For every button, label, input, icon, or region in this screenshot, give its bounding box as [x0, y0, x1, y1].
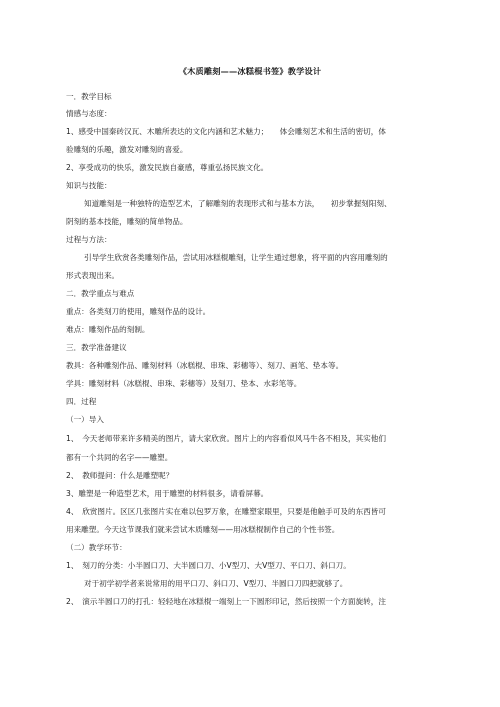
subheading-intro: （一）导入 [66, 415, 104, 424]
subheading-knowledge: 知识与技能： [66, 181, 112, 190]
subheading-teaching-steps: （二）教学环节： [66, 543, 127, 552]
paragraph-line: 引导学生欣赏各类雕刻作品，尝试用冰糕棍雕刻，让学生通过想象，将平面的内容用雕刻的 [84, 253, 388, 262]
paragraph-line: 验雕刻的乐趣，激发对雕刻的喜爱。 [66, 145, 188, 154]
section-heading-process: 四．过程 [66, 397, 97, 406]
paragraph-line: 难点：雕刻作品的刻制。 [66, 325, 150, 334]
paragraph-line: 2、享受成功的快乐，激发民族自豪感，尊重弘扬民族文化。 [66, 163, 269, 172]
paragraph-line: 知道雕刻是一种独特的造型艺术，了解雕刻的表现形式和与基本方法， 初步掌握刻阳刻、 [84, 199, 392, 208]
paragraph-line: 1、 刻刀的分类：小半圆口刀、大半圆口刀、小Ⅴ型刀、大Ⅴ型刀、平口刀、斜口刀。 [66, 561, 351, 570]
paragraph-line: 重点：各类刻刀的使用，雕刻作品的设计。 [66, 307, 211, 316]
paragraph-line: 1、 今天老师带来许多精美的图片，请大家欣赏。图片上的内容看似风马牛各不相及，其实他们 [66, 434, 386, 443]
paragraph-line: 1、感受中国秦砖汉瓦、木雕所表达的文化内涵和艺术魅力； 体会雕刻艺术和生活的密切，体 [66, 127, 386, 136]
section-heading-key-points: 二．教学重点与难点 [66, 289, 135, 298]
paragraph-line: 4、 欣赏图片。区区几张图片实在难以包罗万象，在雕塑家眼里，只要是他触手可及的东西皆可 [66, 507, 386, 516]
paragraph-line: 对于初学初学者来说常用的用平口刀、斜口刀、Ⅴ型刀、半圆口刀四把就够了。 [84, 579, 348, 588]
paragraph-line: 2、 演示半圆口刀的打孔：轻轻地在冰糕棍一端刻上一下圆形印记，然后按照一个方面旋转，注 [66, 597, 386, 606]
paragraph-line: 用来雕塑。今天这节课我们就来尝试木质雕刻——用冰糕棍制作自己的个性书签。 [66, 525, 340, 534]
paragraph-line: 阴刻的基本技能，雕刻的简单物品。 [66, 217, 188, 226]
paragraph-line: 2、 教师提问：什么是雕塑呢？ [66, 471, 174, 480]
paragraph-line: 都有一个共同的名字——雕塑。 [66, 453, 173, 462]
paragraph-line: 形式表现出来。 [66, 271, 120, 280]
section-heading-preparation: 三．教学准备建议 [66, 343, 127, 352]
paragraph-line: 教具：各种雕刻作品、雕刻材料（冰糕棍、串珠、彩穗等）、刻刀、画笔、垫本等。 [66, 361, 344, 370]
subheading-process: 过程与方法： [66, 235, 112, 244]
subheading-attitude: 情感与态度： [66, 109, 112, 118]
document-title: 《木质雕刻——冰糕棍书签》教学设计 [178, 66, 322, 76]
paragraph-line: 3、雕塑是一种造型艺术，用于雕塑的材料很多，请看屏幕。 [66, 489, 269, 498]
section-heading-objectives: 一．教学目标 [66, 92, 112, 101]
paragraph-line: 学具：雕刻材料（冰糕棍、串珠、彩穗等）及刻刀、垫本、水彩笔等。 [66, 379, 302, 388]
